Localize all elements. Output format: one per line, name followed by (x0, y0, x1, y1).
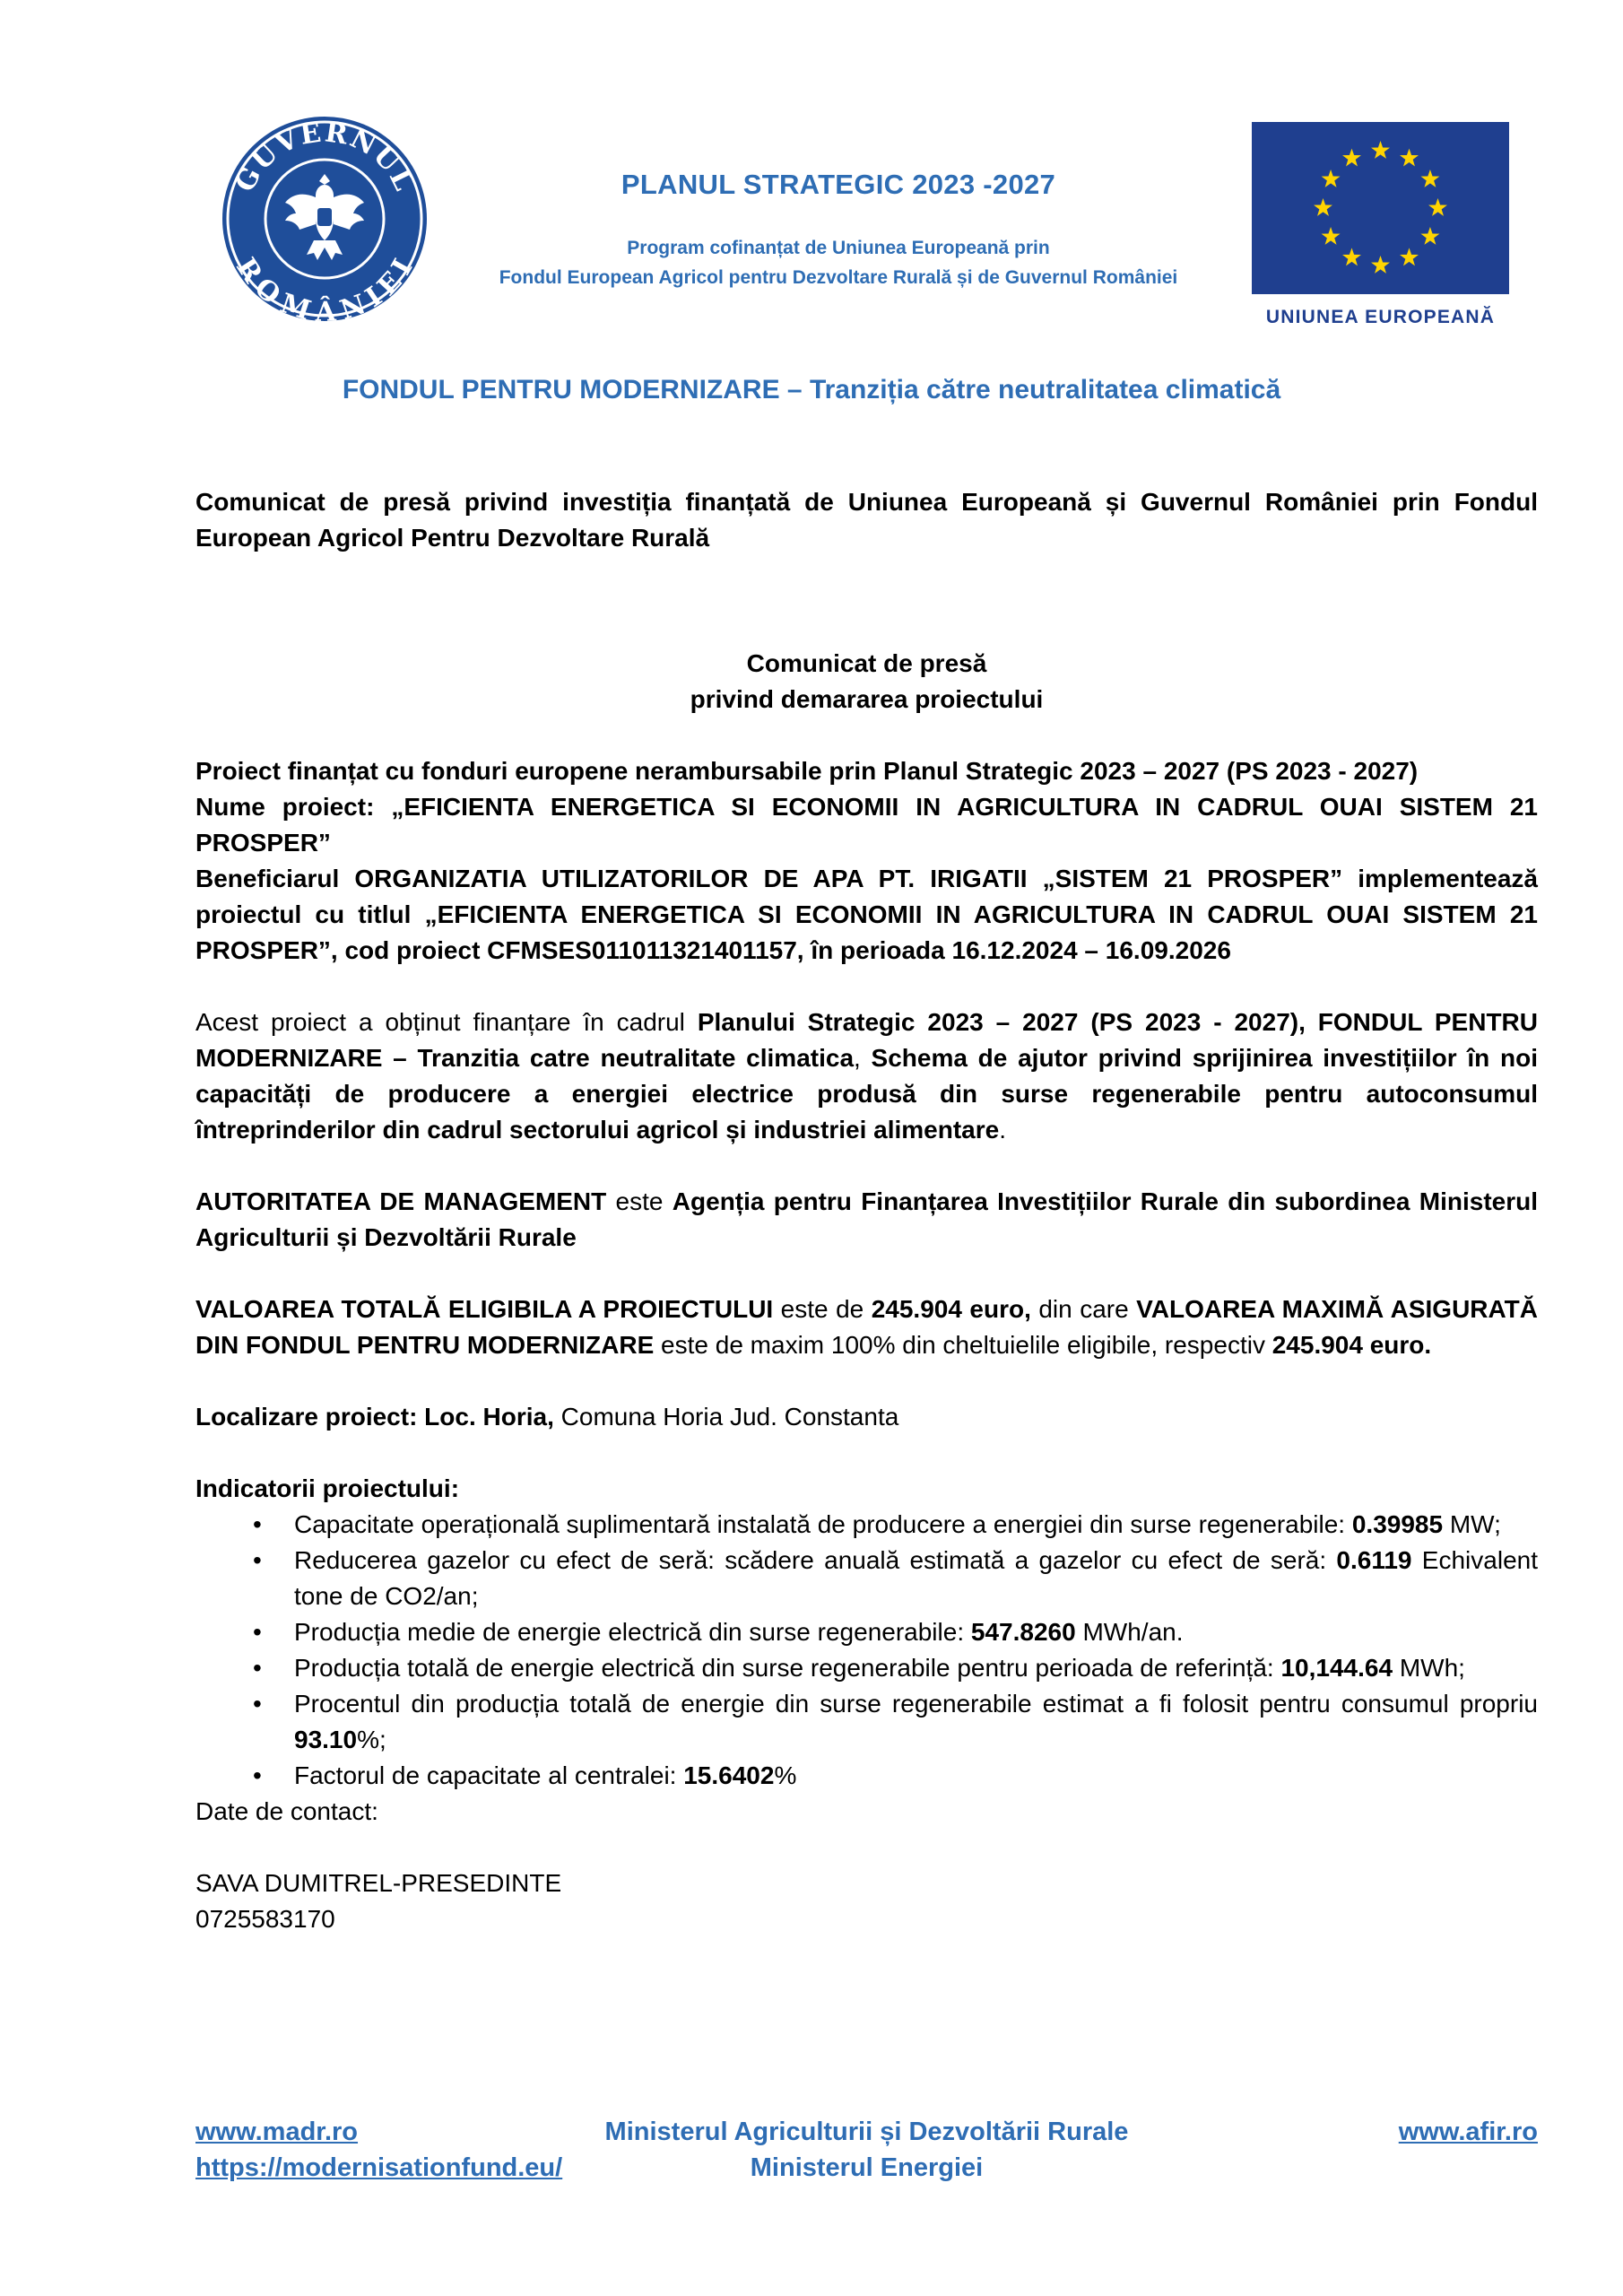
indicator-item (294, 1758, 1538, 1794)
value-text-1: este de (773, 1295, 872, 1323)
svg-text:ROMÂNIEI: ROMÂNIEI (229, 252, 421, 323)
total-eligible-amount: 245.904 euro, (871, 1295, 1031, 1323)
indicator-unit: % (774, 1761, 797, 1789)
cofinancing-line-2: Fondul European Agricol pentru Dezvoltare Rurală și de Guvernul României (499, 267, 1178, 288)
indicator-unit: Echivalent tone de CO2/an; (294, 1546, 1538, 1610)
indicators-list (195, 1507, 1538, 1794)
authority-connector: este (606, 1187, 673, 1215)
footer (195, 2114, 1538, 2186)
indicator-value: 10,144.64 (1280, 1654, 1393, 1682)
financing-paragraph (195, 1004, 1538, 1148)
financing-prefix: Acest proiect a obținut finanțare în cadrul (195, 1008, 698, 1036)
location-rest: Comuna Horia Jud. Constanta (553, 1403, 899, 1431)
indicators-heading: Indicatorii proiectului: (195, 1474, 460, 1502)
indicator-value: 547.8260 (970, 1618, 1076, 1646)
indicator-value: 15.6402 (683, 1761, 775, 1789)
madr-link[interactable]: www.madr.ro (195, 2118, 359, 2146)
value-paragraph (195, 1292, 1538, 1363)
max-amount-label: VALOAREA MAXIMĂ ASIGURATĂ DIN FONDUL PENTRU MODERNIZARE (195, 1295, 1538, 1359)
financing-scheme: Schema de ajutor privind sprijinirea investițiilor în noi capacități de producere a energiei electrice produsă din surse regenerabile pentru autoconsumul întreprinderilor din cadrul sectorului agricol și industriei alimentare (195, 1044, 1538, 1144)
fund-title: FONDUL PENTRU MODERNIZARE – Tranziția către neutralitatea climatică (342, 375, 1281, 404)
location-line (195, 1399, 1538, 1435)
contact-name: SAVA DUMITREL-PRESEDINTE (195, 1869, 562, 1897)
indicator-text: Producția medie de energie electrică din surse regenerabile: (294, 1618, 971, 1646)
cofinancing-line-1: Program cofinanțat de Uniunea Europeană prin (627, 238, 1050, 258)
indicator-unit: MWh; (1393, 1654, 1465, 1682)
total-eligible-label: VALOAREA TOTALĂ ELIGIBILA A PROIECTULUI (195, 1295, 774, 1323)
strategic-plan-title: PLANUL STRATEGIC 2023 -2027 (621, 169, 1056, 200)
financing-separator: , (854, 1044, 872, 1072)
indicator-item (294, 1543, 1538, 1614)
press-heading-line-1: Comunicat de presă (746, 649, 987, 677)
afir-link[interactable]: www.afir.ro (1398, 2118, 1538, 2146)
indicator-text: Capacitate operațională suplimentară instalată de producere a energiei din surse regenerabile: (294, 1510, 1352, 1538)
value-text-3: este de maxim 100% din cheltuielile eligibile, respectiv (654, 1331, 1272, 1359)
project-beneficiary-line: Beneficiarul ORGANIZATIA UTILIZATORILOR DE APA PT. IRIGATII „SISTEM 21 PROSPER” implementează proiectul cu titlul „EFICIENTA ENERGETICA SI ECONOMII IN AGRICULTURA IN CADRUL OUAI SISTEM 21 PROSPER”, cod proiect CFMSES011011321401157, în perioada 16.12.2024 – 16.09.2026 (195, 865, 1538, 964)
contact-heading: Date de contact: (195, 1797, 378, 1825)
press-release-body (195, 484, 1538, 1937)
contact-phone: 0725583170 (195, 1905, 335, 1933)
authority-label: AUTORITATEA DE MANAGEMENT (195, 1187, 607, 1215)
authority-paragraph (195, 1184, 1538, 1256)
financing-suffix: . (999, 1116, 1006, 1144)
indicator-value: 0.39985 (1351, 1510, 1444, 1538)
press-heading-line-2: privind demararea proiectului (690, 685, 1044, 713)
indicator-value: 93.10 (294, 1726, 358, 1753)
indicator-text: Procentul din producția totală de energie din surse regenerabile estimat a fi folosit pentru consumul propriu (294, 1690, 1538, 1718)
ministry-agriculture: Ministerul Agriculturii și Dezvoltării Rurale (604, 2118, 1129, 2146)
max-amount: 245.904 euro. (1271, 1331, 1432, 1359)
project-funding-line: Proiect finanțat cu fonduri europene nerambursabile prin Planul Strategic 2023 – 2027 (PS 2023 - 2027) (195, 757, 1419, 785)
eu-logo (1252, 122, 1509, 328)
intro-paragraph: Comunicat de presă privind investiția finanțată de Uniunea Europeană și Guvernul României prin Fondul European Agricol Pentru Dezvoltare Rurală (195, 488, 1538, 552)
value-text-2: din care (1030, 1295, 1137, 1323)
modernisation-fund-link[interactable]: https://modernisationfund.eu/ (195, 2153, 563, 2182)
indicator-item (294, 1650, 1538, 1686)
eu-flag-icon (1252, 122, 1509, 294)
indicator-text: Producția totală de energie electrică din surse regenerabile pentru perioada de referință: (294, 1654, 1281, 1682)
ministry-energy: Ministerul Energiei (750, 2153, 984, 2182)
indicator-item (294, 1507, 1538, 1543)
indicator-text: Reducerea gazelor cu efect de seră: scădere anuală estimată a gazelor cu efect de seră: (294, 1546, 1337, 1574)
svg-text:GUVERNUL: GUVERNUL (229, 117, 421, 197)
indicator-unit: %; (357, 1726, 386, 1753)
indicator-unit: MWh/an. (1075, 1618, 1184, 1646)
indicator-unit: MW; (1443, 1510, 1501, 1538)
authority-value: Agenția pentru Finanțarea Investițiilor Rurale din subordinea Ministerul Agriculturii și Dezvoltării Rurale (195, 1187, 1539, 1251)
eu-label: UNIUNEA EUROPEANĂ (1265, 307, 1496, 327)
indicator-item (294, 1686, 1538, 1758)
location-label: Localizare proiect: Loc. Horia, (195, 1403, 554, 1431)
indicator-value: 0.6119 (1336, 1546, 1412, 1574)
project-name-line: Nume proiect: „EFICIENTA ENERGETICA SI ECONOMII IN AGRICULTURA IN CADRUL OUAI SISTEM 21 PROSPER” (195, 793, 1538, 857)
romanian-government-seal-icon (221, 115, 429, 323)
indicator-text: Factorul de capacitate al centralei: (294, 1761, 684, 1789)
financing-plan: Planului Strategic 2023 – 2027 (PS 2023 - 2027), FONDUL PENTRU MODERNIZARE – Tranzitia catre neutralitate climatica (195, 1008, 1538, 1072)
indicator-item (294, 1614, 1538, 1650)
cofinancing-text (448, 233, 1228, 292)
